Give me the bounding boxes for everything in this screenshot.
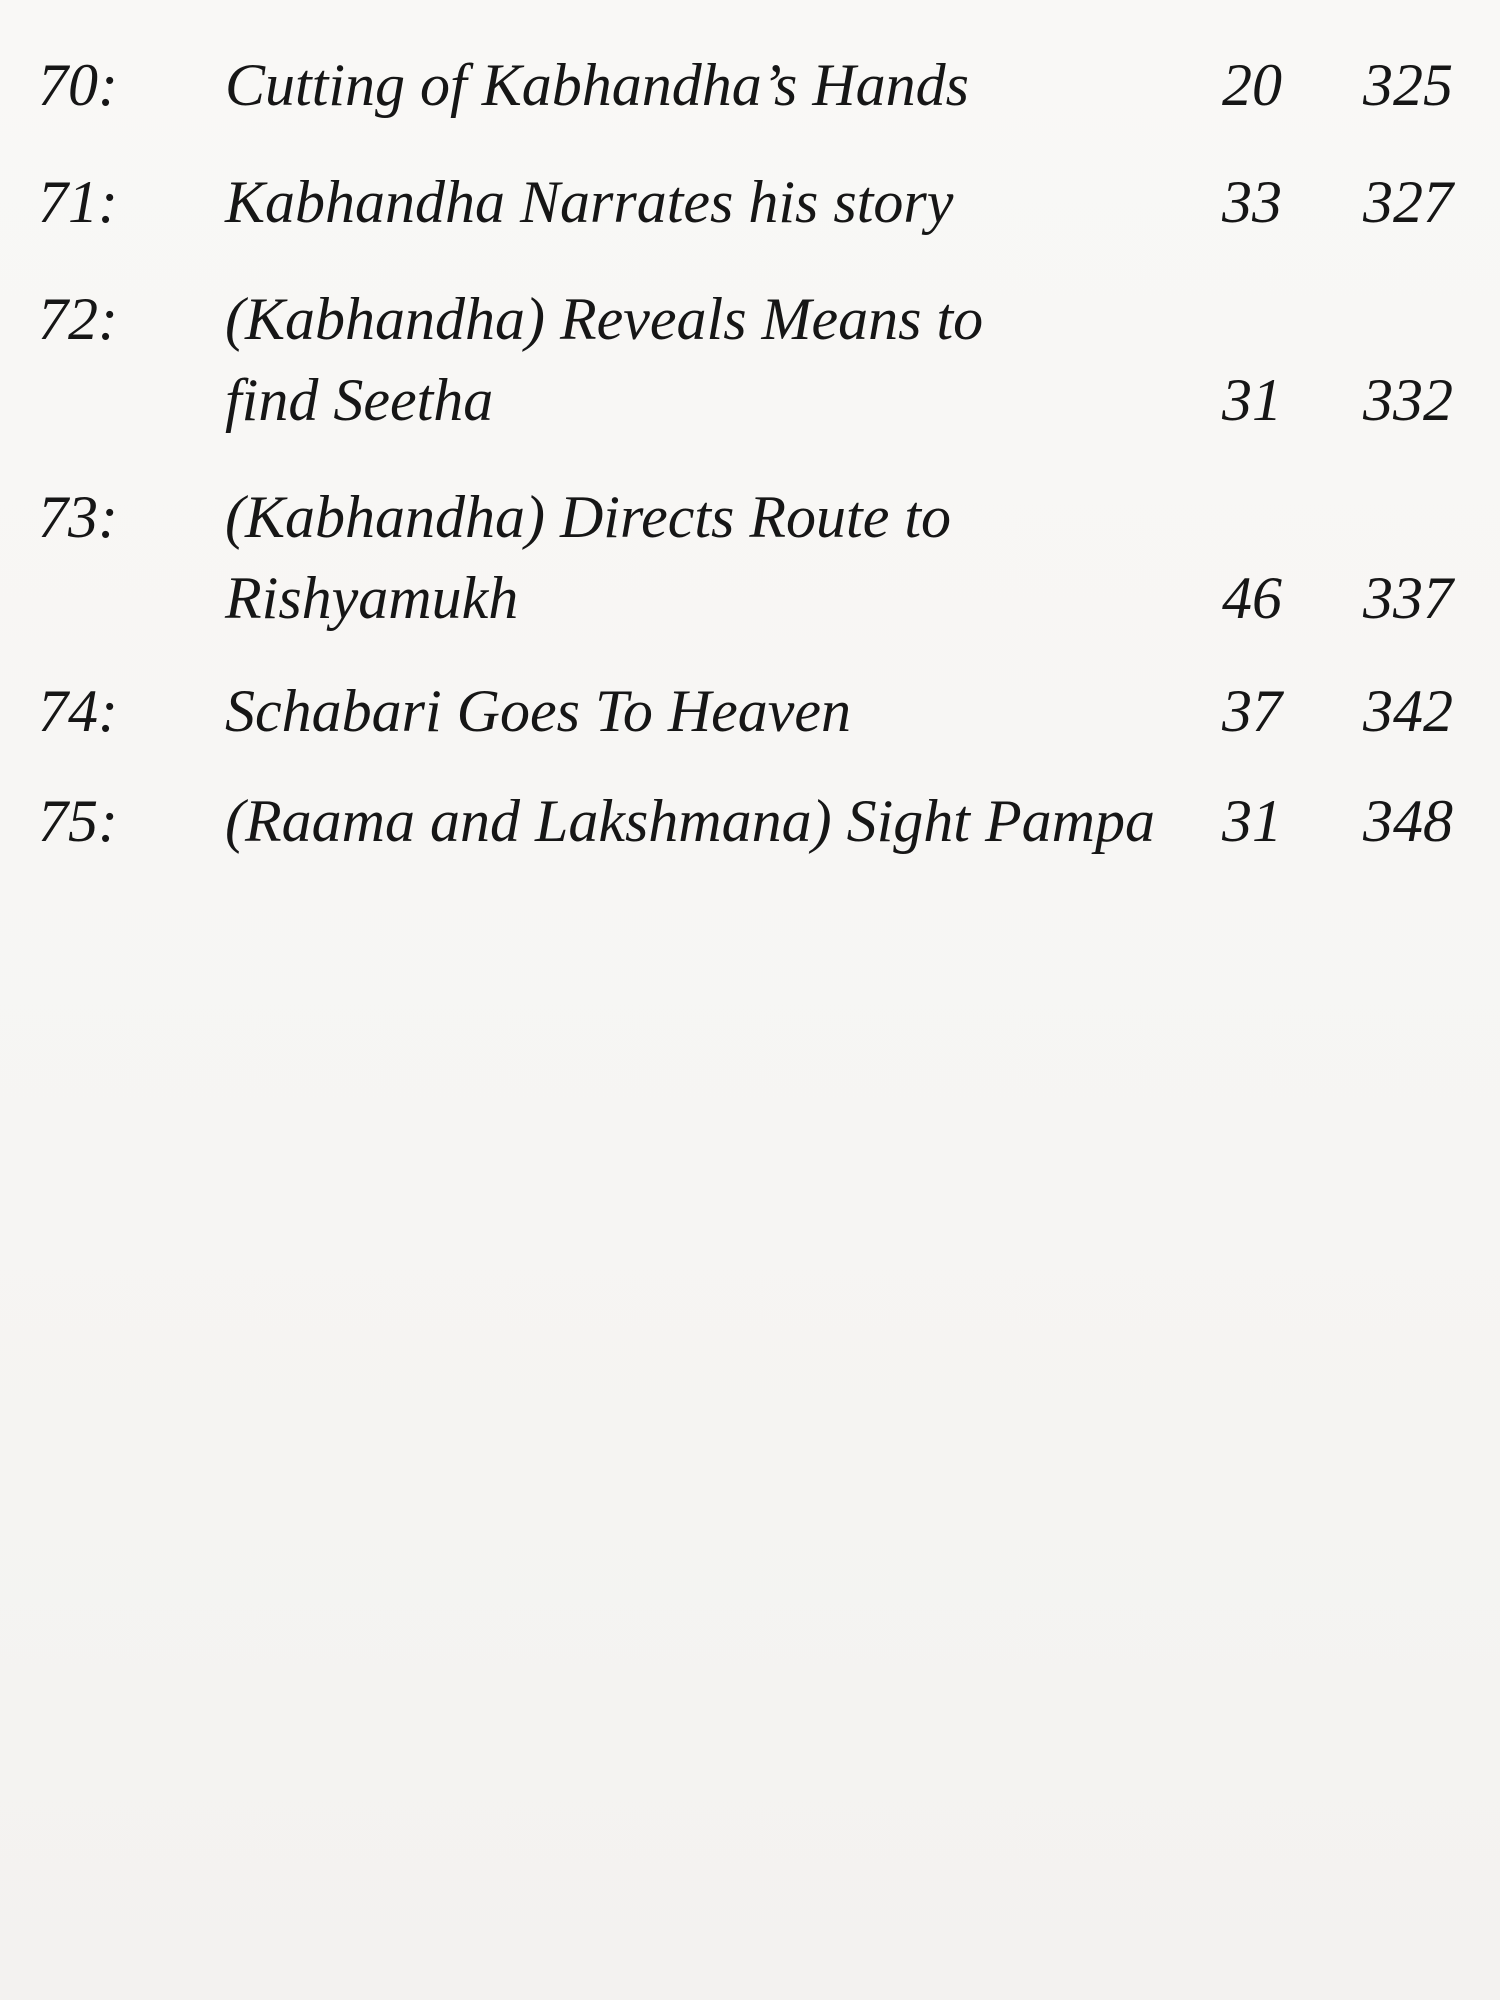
page-number-73: 337 xyxy=(1363,565,1453,631)
page-number-72: 332 xyxy=(1363,367,1453,433)
chapter-number-71: 71: xyxy=(38,169,118,235)
page-number-75: 348 xyxy=(1363,788,1453,854)
chapter-number-70: 70: xyxy=(38,52,118,118)
verse-count-72: 31 xyxy=(1222,367,1282,433)
chapter-title-75: (Raama and Lakshmana) Sight Pampa xyxy=(225,788,1155,854)
verse-count-71: 33 xyxy=(1222,169,1282,235)
chapter-title-73-line-1: (Kabhandha) Directs Route to xyxy=(225,484,952,550)
chapter-title-71: Kabhandha Narrates his story xyxy=(225,169,954,235)
verse-count-70: 20 xyxy=(1222,52,1282,118)
chapter-title-72-line-1: (Kabhandha) Reveals Means to xyxy=(225,286,984,352)
verse-count-74: 37 xyxy=(1222,678,1282,744)
chapter-number-75: 75: xyxy=(38,788,118,854)
chapter-number-72: 72: xyxy=(38,286,118,352)
chapter-number-74: 74: xyxy=(38,678,118,744)
verse-count-75: 31 xyxy=(1222,788,1282,854)
verse-count-73: 46 xyxy=(1222,565,1282,631)
chapter-title-73-line-2: Rishyamukh xyxy=(225,565,519,631)
chapter-title-70: Cutting of Kabhandha’s Hands xyxy=(225,52,969,118)
page-number-70: 325 xyxy=(1363,52,1453,118)
chapter-title-74: Schabari Goes To Heaven xyxy=(225,678,852,744)
page-number-71: 327 xyxy=(1363,169,1453,235)
chapter-number-73: 73: xyxy=(38,484,118,550)
page-number-74: 342 xyxy=(1363,678,1453,744)
chapter-title-72-line-2: find Seetha xyxy=(225,367,494,433)
